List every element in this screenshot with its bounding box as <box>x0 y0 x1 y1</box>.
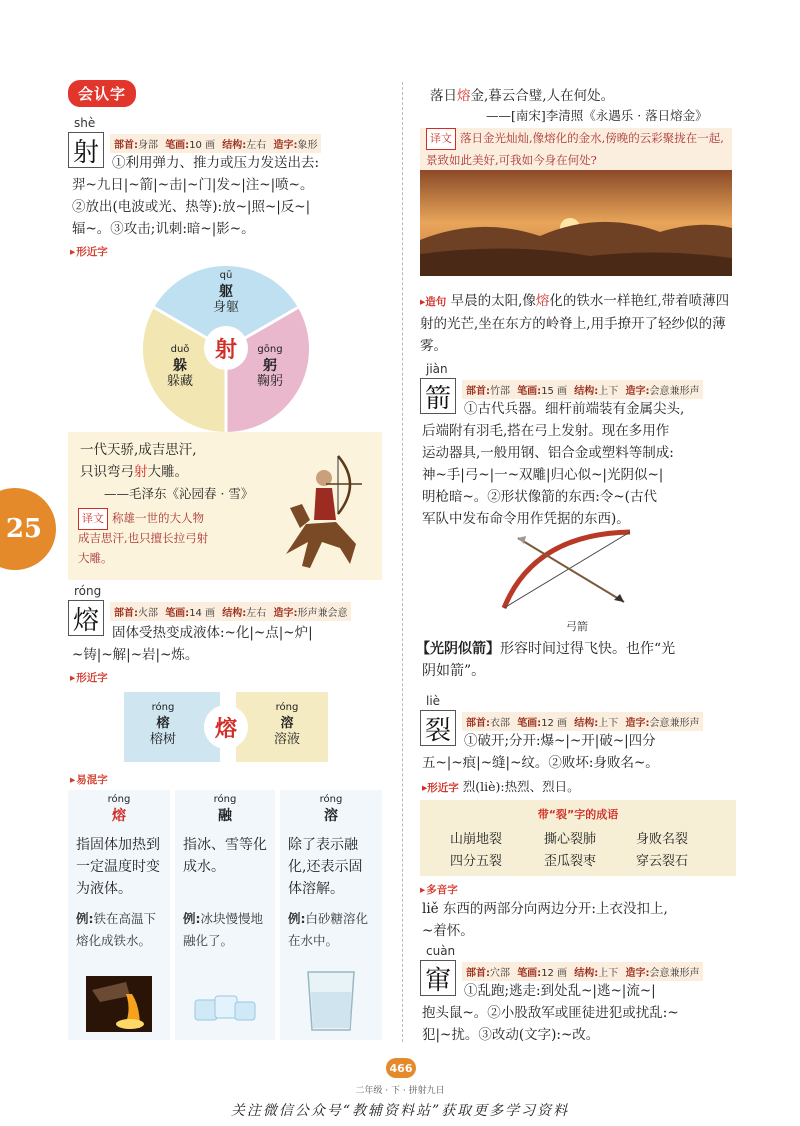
rong-def-1: 固体受热变成液体:~化|~点|~炉| <box>112 625 313 641</box>
rong-yiwen: 译文 落日金光灿灿,像熔化的金水,傍晚的云彩聚拢在一起,景致如此美好,可我如今身在何处? <box>420 128 732 170</box>
footer-subtitle: 二年级 · 下 · 拼射九日 <box>355 1086 445 1096</box>
she-pinyin: shè <box>74 116 96 130</box>
lie-def-1: ①破开;分开:爆~|~开|破~|四分 <box>464 733 656 749</box>
cuan-def-3: 犯|~扰。③改动(文字):~改。 <box>422 1027 600 1043</box>
lie-def-2: 五~|~痕|~缝|~纹。②败坏:身败名~。 <box>422 755 659 771</box>
lie-duoyin-tag: ▸ 多音字 <box>420 882 458 897</box>
she-pie-center: 射 <box>204 326 248 370</box>
rong-zaoju: ▸造句 早晨的太阳,像熔化的铁水一样艳红,带着喷薄四射的光芒,坐在东方的岭脊上,用手撩开了轻纱似的薄雾。 <box>420 293 730 354</box>
section-title: 会认字 <box>68 80 136 107</box>
lie-meta: 部首:衣部 笔画:12 画 结构:上下 造字:会意兼形声 <box>462 712 703 731</box>
jian-def-6: 军队中发布命令用作凭据的东西)。 <box>422 511 630 527</box>
water-glass-image <box>304 968 358 1034</box>
compare-col-1: róng 熔 指固体加热到一定温度时变为液体。 例:铁在高温下熔化成铁水。 <box>68 790 170 1040</box>
cuan-def-2: 抱头鼠~。②小股敌军或匪徒进犯或扰乱:~ <box>422 1005 679 1021</box>
rong-similar-center: 熔 <box>204 705 248 749</box>
she-def-3: ②放出(电波或光、热等):放~|照~|反~| <box>72 199 311 215</box>
horseman-archer-illustration <box>266 444 376 574</box>
idiom-item: 穿云裂石 <box>636 854 689 869</box>
she-yiwen-3: 大雕。 <box>78 551 113 565</box>
rong-poem-source: ——[南宋]李清照《永遇乐 · 落日熔金》 <box>486 108 708 123</box>
bow-and-arrow-image <box>494 524 640 616</box>
she-xingjin-tag: ▸ 形近字 <box>70 244 108 259</box>
ice-cubes-image <box>191 986 261 1026</box>
page-number: 466 <box>386 1058 416 1078</box>
pie-label-left: duǒ 躲 躲藏 <box>166 344 193 389</box>
rong-yihun-tag: ▸ 易混字 <box>70 772 108 787</box>
lie-duoyin-2: ~着怀。 <box>422 923 474 939</box>
lie-char: 裂 <box>420 710 456 746</box>
idiom-item: 身败名裂 <box>636 832 689 847</box>
lie-idiom-box: 带“裂”字的成语 山崩地裂 撕心裂肺 身败名裂 四分五裂 歪瓜裂枣 穿云裂石 <box>420 800 736 876</box>
jian-idiom-line-1: 【光阴似箭】形容时间过得飞快。也作“光 <box>416 641 676 657</box>
page-badge: 25 <box>0 488 56 570</box>
she-meta: 部首:身部 笔画:10 画 结构:左右 造字:象形 <box>110 134 321 153</box>
cuan-def-1: ①乱跑;逃走:到处乱~|逃~|流~| <box>464 983 656 999</box>
idiom-item: 四分五裂 <box>450 854 503 869</box>
compare-col-2: róng 融 指冰、雪等化成水。 例:冰块慢慢地融化了。 <box>175 790 275 1040</box>
jian-def-4: 神~手|弓~|一~双雕|归心似~|光阴似~| <box>422 467 664 483</box>
cuan-char: 窜 <box>420 960 456 996</box>
rong-meta: 部首:火部 笔画:14 画 结构:左右 造字:形声兼会意 <box>110 602 351 621</box>
sunset-landscape-image <box>420 170 732 276</box>
rong-xingjin-tag: ▸ 形近字 <box>70 670 108 685</box>
jian-def-3: 运动器具,一般用钢、铝合金或塑料等制成: <box>422 445 674 461</box>
jian-idiom-line-2: 阴如箭”。 <box>422 663 486 679</box>
compare-col-3: róng 溶 除了表示融化,还表示固体溶解。 例:白砂糖溶化在水中。 <box>280 790 382 1040</box>
footer-promo: 关注微信公众号“教辅资料站”获取更多学习资料 <box>230 1103 570 1119</box>
cuan-pinyin: cuàn <box>426 944 456 958</box>
she-def-1: ①利用弹力、推力或压力发送出去: <box>112 155 320 171</box>
she-char: 射 <box>68 132 104 168</box>
idiom-item: 撕心裂肺 <box>544 832 597 847</box>
she-yiwen-1: 译文 称雄一世的大人物 <box>78 508 204 530</box>
lie-xingjin: ▸形近字 烈(liè):热烈、烈日。 <box>422 779 580 794</box>
rong-poem-quote: 落日熔金,暮云合璧,人在何处。 <box>430 88 615 104</box>
jian-meta: 部首:竹部 笔画:15 画 结构:上下 造字:会意兼形声 <box>462 380 703 399</box>
lie-duoyin-1: liě 东西的两部分向两边分开:上衣没扣上, <box>422 901 668 917</box>
jian-pinyin: jiàn <box>426 362 448 376</box>
jian-def-5: 明枪暗~。②形状像箭的东西:令~(古代 <box>422 489 657 505</box>
idiom-item: 歪瓜裂枣 <box>544 854 597 869</box>
she-yiwen-2: 成吉思汗,也只擅长拉弓射 <box>78 531 209 545</box>
rong-similar-left: róng 榕 榕树 <box>149 702 176 747</box>
molten-iron-image <box>86 976 152 1032</box>
idiom-item: 山崩地裂 <box>450 832 503 847</box>
jian-def-2: 后端附有羽毛,搭在弓上发射。现在多用作 <box>422 423 670 439</box>
she-def-4: 辐~。③攻击;讥刺:暗~|影~。 <box>72 221 255 237</box>
poem-line-1: 一代天骄,成吉思汗, <box>80 442 197 458</box>
poem-line-2: 只识弯弓射大雕。 <box>80 464 188 480</box>
rong-pinyin: róng <box>74 584 102 598</box>
rong-similar-right: róng 溶 溶液 <box>273 702 300 747</box>
she-def-2: 羿~九日|~箭|~击|~门|发~|注~|喷~。 <box>72 177 314 193</box>
bow-caption: 弓箭 <box>566 620 588 633</box>
column-divider <box>402 82 403 1042</box>
rong-def-2: ~铸|~解|~岩|~炼。 <box>72 647 199 663</box>
jian-def-1: ①古代兵器。细杆前端装有金属尖头, <box>464 401 685 417</box>
jian-char: 箭 <box>420 378 456 414</box>
rong-char: 熔 <box>68 600 104 636</box>
cuan-meta: 部首:穴部 笔画:12 画 结构:上下 造字:会意兼形声 <box>462 962 703 981</box>
pie-label-right: gōng 躬 鞠躬 <box>256 344 283 389</box>
lie-pinyin: liè <box>426 694 441 708</box>
pie-label-top: qū 躯 身躯 <box>212 270 239 315</box>
poem-source: ——毛泽东《沁园春 · 雪》 <box>104 486 254 501</box>
